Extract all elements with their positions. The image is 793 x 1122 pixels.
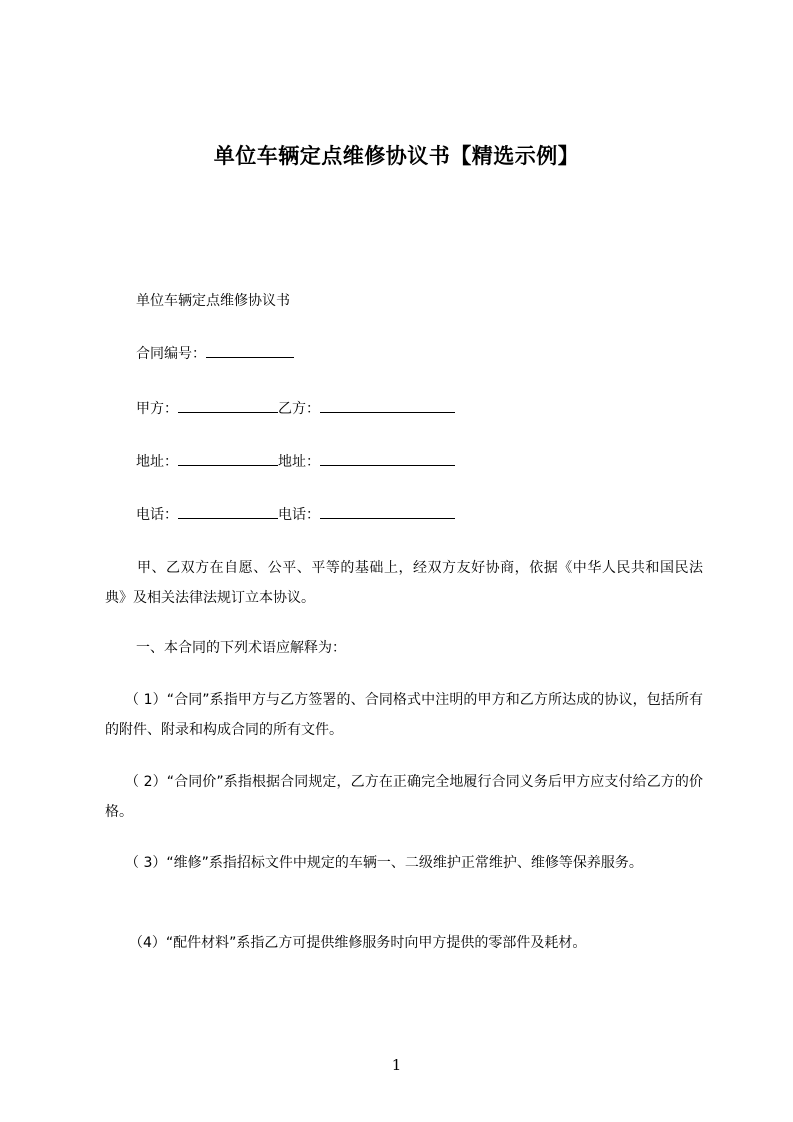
party-b-blank (320, 399, 455, 413)
phone-line (136, 505, 455, 525)
party-a-blank (178, 399, 278, 413)
party-line (136, 399, 455, 419)
clause-3: （ 3）“维修”系指招标文件中规定的车辆一、二级维护正常维护、维修等保养服务。 (125, 855, 643, 871)
contract-number-line (136, 344, 294, 364)
phone-b-label: 电话： (278, 507, 320, 523)
party-b-label: 乙方： (278, 401, 320, 417)
address-b-label: 地址： (278, 454, 320, 470)
address-b-blank (320, 452, 455, 466)
section-1-heading: 一、本合同的下列术语应解释为： (136, 640, 346, 656)
contract-number-blank (206, 344, 294, 358)
intro-paragraph: 甲、乙双方在自愿、公平、平等的基础上，经双方友好协商，依据《中华人民共和国民法典》及相关法律法规订立本协议。 (105, 560, 703, 606)
agreement-subtitle: 单位车辆定点维修协议书 (136, 293, 290, 309)
clause-2: （ 2）“合同价”系指根据合同规定，乙方在正确完全地履行合同义务后甲方应支付给乙方的价格。 (105, 774, 703, 820)
phone-a-blank (178, 505, 278, 519)
phone-b-blank (320, 505, 455, 519)
address-line (136, 452, 455, 472)
address-a-blank (178, 452, 278, 466)
page-number: 1 (391, 1056, 402, 1074)
address-a-label: 地址： (136, 454, 178, 470)
document-title: 单位车辆定点维修协议书【精选示例】 (213, 144, 580, 168)
phone-a-label: 电话： (136, 507, 178, 523)
contract-number-label: 合同编号： (136, 346, 206, 362)
party-a-label: 甲方： (136, 401, 178, 417)
clause-1: （ 1）“合同”系指甲方与乙方签署的、合同格式中注明的甲方和乙方所达成的协议，包括所有的附件、附录和构成合同的所有文件。 (105, 692, 703, 738)
clause-4: （4）“配件材料”系指乙方可提供维修服务时向甲方提供的零部件及耗材。 (129, 935, 587, 951)
